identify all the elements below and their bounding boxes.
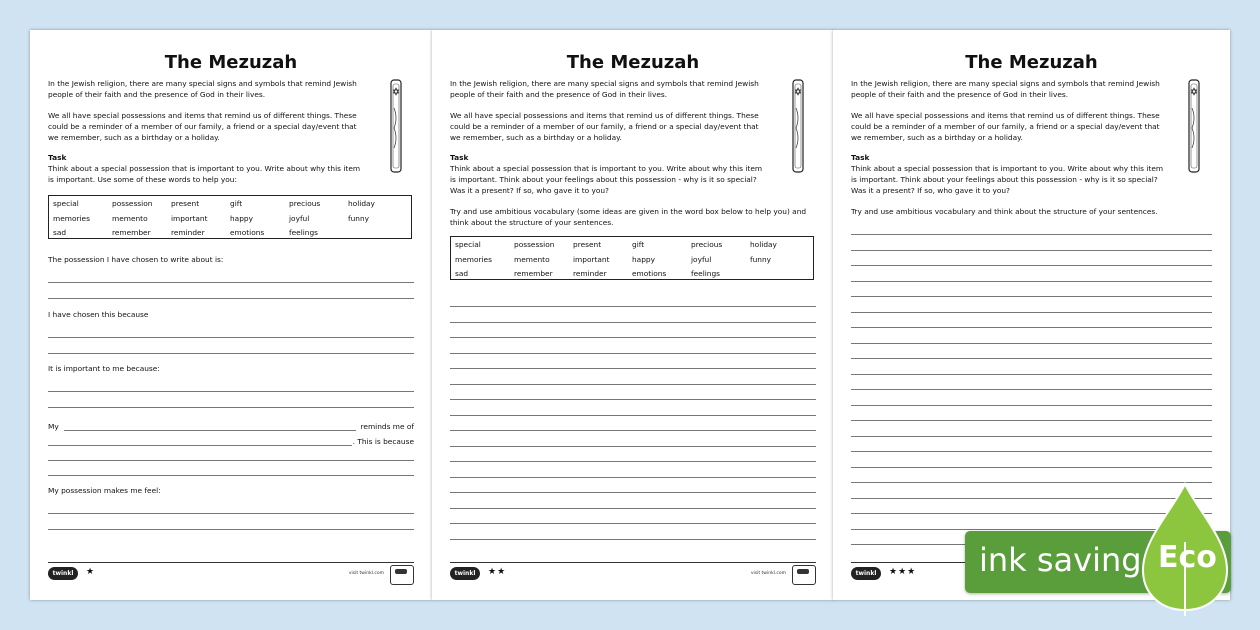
writing-line[interactable] [450,306,816,307]
writing-line[interactable] [450,415,816,416]
word-bank-item: sad [455,269,469,278]
intro-paragraph-1: In the Jewish religion, there are many special signs and symbols that remind Jewish people of their faith and the presence of God in their lives. [48,79,357,99]
word-bank-item: funny [348,213,370,223]
word-bank-item: special [53,199,79,208]
writing-line[interactable] [851,296,1212,297]
writing-line[interactable] [450,461,816,462]
word-bank-item: possession [112,199,153,208]
task-text: Think about a special possession that is important to you. Write about why this item is important. Think about your feelings about this possession - why is it so special? Was it a present? If so, who gave it to you? [851,164,1164,195]
word-bank-item: special [455,240,481,249]
word-bank-item: remember [112,228,151,237]
task-extra: Try and use ambitious vocabulary (some ideas are given in the word box below to help you) and think about the structure of your sentences. [450,207,807,227]
intro-paragraph-2: We all have special possessions and items that remind us of different things. These could be a reminder of a member of our family, a friend or a special day/event that we remember, such as a birthday or a holiday. [48,111,357,142]
prompt-possession: The possession I have chosen to write about is: [48,255,224,264]
prompt-reminds: reminds me of [360,422,414,431]
writing-line[interactable] [851,467,1212,468]
writing-line[interactable] [450,523,816,524]
badge-icon [390,565,414,585]
word-bank-item: important [171,213,208,223]
writing-line[interactable] [851,343,1212,344]
writing-line[interactable] [851,451,1212,452]
word-bank-item: memento [112,213,148,223]
word-bank-item: joyful [691,254,712,264]
task-text: Think about a special possession that is important to you. Write about why this item is important. Use some of these words to help you: [48,164,361,184]
task-section [450,152,765,196]
word-bank-item: gift [230,199,243,208]
writing-line[interactable] [48,460,414,461]
word-bank-item: memento [514,254,550,264]
writing-line[interactable] [450,539,816,540]
prompt-because: . This is because [352,437,414,446]
prompt-feel: My possession makes me feel: [48,486,161,495]
writing-line[interactable] [851,358,1212,359]
writing-line[interactable] [450,384,816,385]
word-bank-item: reminder [171,228,205,237]
writing-line[interactable] [851,250,1212,251]
prompt-my: My [48,422,59,431]
intro-paragraph-2: We all have special possessions and items that remind us of different things. These could be a reminder of a member of our family, a friend or a special day/event that we remember, such as a birthday or a holiday. [851,111,1160,142]
writing-line[interactable] [48,407,414,408]
writing-line[interactable] [48,475,414,476]
task-heading: Task [450,153,469,162]
page-title: The Mezuzah [164,52,298,73]
badge-icon [792,565,816,585]
writing-line[interactable] [450,353,816,354]
task-section [851,152,1166,196]
writing-line[interactable] [851,327,1212,328]
word-bank-item: possession [514,240,555,249]
writing-line[interactable] [450,368,816,369]
word-bank-item: memories [455,254,492,264]
writing-line[interactable] [48,353,414,354]
writing-line[interactable] [450,337,816,338]
page-footer [48,562,414,584]
prompt-important: It is important to me because: [48,364,160,373]
writing-line[interactable] [851,420,1212,421]
writing-line[interactable] [48,391,414,392]
page-title: The Mezuzah [566,52,700,73]
word-bank-item: holiday [750,240,777,249]
task-heading: Task [851,153,870,162]
word-bank-item: precious [691,240,723,249]
task-extra: Try and use ambitious vocabulary and think about the structure of your sentences. [851,207,1158,216]
word-bank-item: funny [750,254,772,264]
page-footer [450,562,816,584]
page-title: The Mezuzah [965,52,1098,73]
writing-line[interactable] [48,298,414,299]
word-bank-item: reminder [573,269,607,278]
writing-line[interactable] [851,389,1212,390]
difficulty-stars: ★★ [488,567,507,577]
word-bank-item: emotions [632,269,667,278]
writing-line[interactable] [48,529,414,530]
word-bank-item: memories [53,213,90,223]
writing-line[interactable] [48,513,414,514]
word-bank-box [48,195,412,239]
writing-line[interactable] [851,234,1212,235]
worksheet-page-2 [432,30,834,600]
word-bank-item: emotions [230,228,265,237]
difficulty-stars: ★★★ [889,567,917,577]
intro-paragraph-1: In the Jewish religion, there are many special signs and symbols that remind Jewish people of their faith and the presence of God in their lives. [851,79,1160,99]
word-bank-item: joyful [289,213,310,223]
writing-line[interactable] [450,492,816,493]
writing-line[interactable] [450,477,816,478]
site-link[interactable]: visit twinkl.com [750,571,786,576]
writing-line[interactable] [48,282,414,283]
writing-line[interactable] [450,399,816,400]
mezuzah-icon [388,78,404,174]
writing-line[interactable] [48,445,352,446]
writing-line[interactable] [450,446,816,447]
writing-line[interactable] [851,312,1212,313]
eco-label: Eco [1158,540,1217,575]
twinkl-logo: twinkl [450,567,480,580]
prompt-chosen: I have chosen this because [48,310,149,319]
footer-divider [48,562,414,563]
writing-line[interactable] [851,405,1212,406]
writing-line[interactable] [450,322,816,323]
word-bank-item: present [573,240,602,249]
word-bank-item: precious [289,199,321,208]
writing-line[interactable] [851,265,1212,266]
word-bank-item: present [171,199,200,208]
task-text: Think about a special possession that is important to you. Write about why this item is important. Think about your feelings about this possession - why is it so special? Was it a present? If so, who gave it to you? [450,164,763,195]
difficulty-stars: ★ [86,567,96,577]
worksheet-page-1 [30,30,432,600]
twinkl-logo: twinkl [851,567,881,580]
writing-line[interactable] [450,430,816,431]
intro-paragraph-2: We all have special possessions and items that remind us of different things. These could be a reminder of a member of our family, a friend or a special day/event that we remember, such as a birthday or a holiday. [450,111,759,142]
word-bank-item: remember [514,269,553,278]
word-bank-item: important [573,254,610,264]
word-bank-item: feelings [289,228,319,237]
word-bank-item: holiday [348,199,375,208]
footer-divider [450,562,816,563]
writing-line[interactable] [851,374,1212,375]
word-bank-item: happy [632,254,655,264]
word-bank-box [450,236,814,280]
intro-paragraph-1: In the Jewish religion, there are many special signs and symbols that remind Jewish people of their faith and the presence of God in their lives. [450,79,759,99]
word-bank-item: happy [230,213,253,223]
task-heading: Task [48,153,67,162]
ink-saving-label: ink saving [979,541,1142,579]
writing-line[interactable] [48,337,414,338]
word-bank-item: gift [632,240,645,249]
word-bank-item: sad [53,228,67,237]
mezuzah-icon [790,78,806,174]
mezuzah-icon [1186,78,1202,174]
task-section [48,152,363,185]
writing-line[interactable] [851,436,1212,437]
twinkl-logo: twinkl [48,567,78,580]
writing-line[interactable] [64,430,356,431]
site-link[interactable]: visit twinkl.com [348,571,384,576]
word-bank-item: feelings [691,269,721,278]
writing-line[interactable] [851,281,1212,282]
writing-line[interactable] [450,508,816,509]
